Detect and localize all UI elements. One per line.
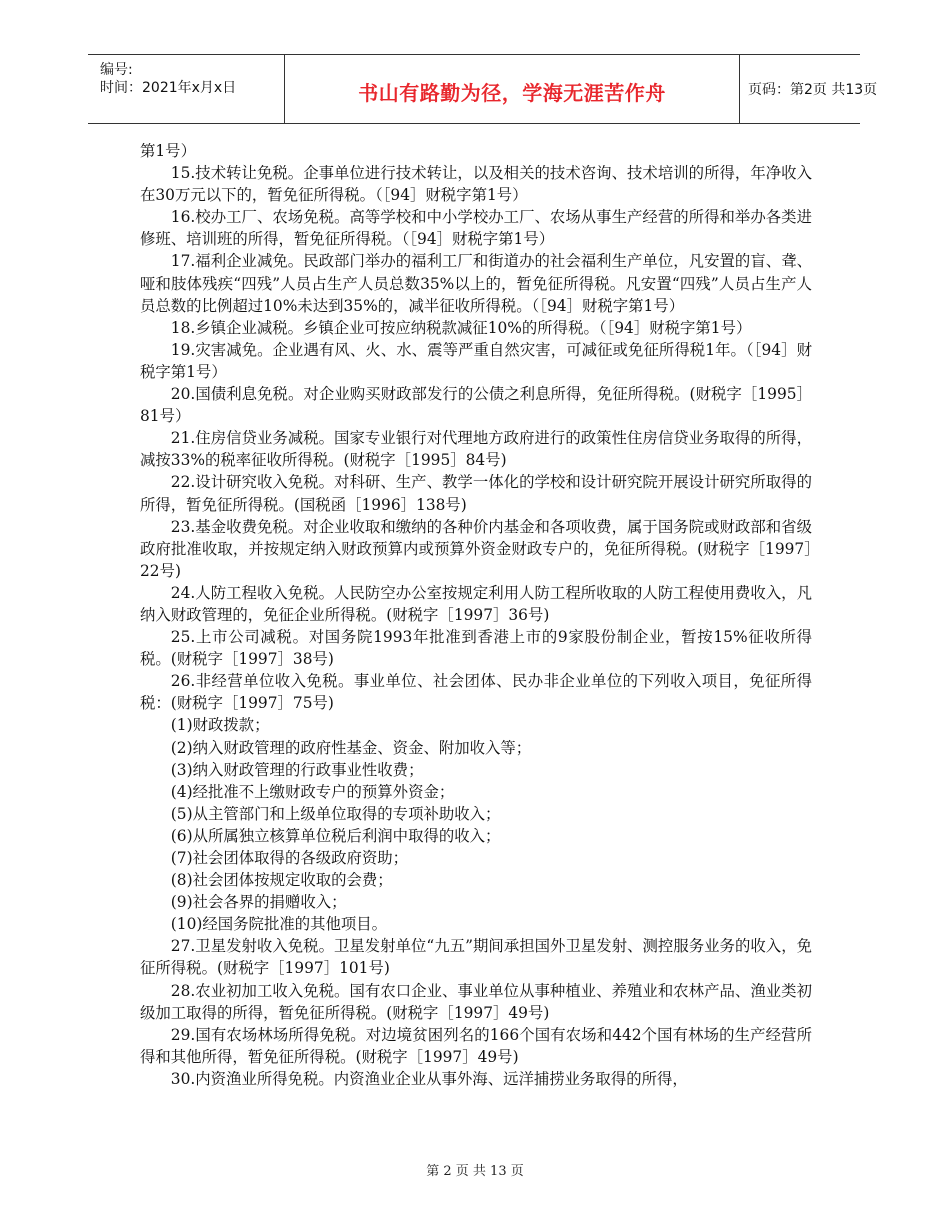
time-label: 时间：2021年x月x日	[100, 80, 237, 96]
list-item: (1)财政拨款；	[170, 716, 270, 735]
paragraph: 23.基金收费免税。对企业收取和缴纳的各种价内基金和各项收费，属于国务院或财政部和省级政府批准收取，并按规定纳入财政预算内或预算外资金财政专户的，免征所得税。(财税字［1997］22号)	[140, 517, 812, 580]
list-item: (7)社会团体取得的各级政府资助；	[170, 849, 409, 867]
paragraph-group-2	[140, 935, 812, 1090]
list-item: (5)从主管部门和上级单位取得的专项补助收入；	[170, 804, 501, 823]
list-item: (4)经批准不上缴财政专户的预算外资金；	[170, 782, 455, 801]
paragraph: 21.住房信贷业务减税。国家专业银行对代理地方政府进行的政策性住房信贷业务取得的所得，减按33%的税率征收所得税。(财税字［1995］84号)	[140, 429, 812, 470]
paragraph: 18.乡镇企业减税。乡镇企业可按应纳税款减征10%的所得税。（［94］财税字第1号）	[170, 318, 752, 337]
paragraph: 20.国债利息免税。对企业购买财政部发行的公债之利息所得，免征所得税。(财税字［1995］81号）	[140, 385, 812, 426]
list-item: (8)社会团体按规定收取的会费；	[170, 871, 393, 890]
paragraph: 25.上市公司减税。对国务院1993年批准到香港上市的9家股份制企业，暂按15%征收所得税。(财税字［1997］38号)	[140, 628, 812, 669]
list-item: (9)社会各界的捐赠收入；	[170, 893, 347, 912]
paragraph: 24.人防工程收入免税。人民防空办公室按规定利用人防工程所收取的人防工程使用费收入，凡纳入财政管理的，免征企业所得税。(财税字［1997］36号)	[140, 583, 812, 624]
document-body	[140, 140, 812, 1090]
paragraph: 17.福利企业减免。民政部门举办的福利工厂和街道办的社会福利生产单位，凡安置的盲、聋、哑和肢体残疾“四残”人员占生产人员总数35%以上的，暂免征所得税。凡安置“四残”人员占生产人员总数的比例超过10%未达到35%的，减半征收所得税。（［94］财税字第1号）	[140, 252, 812, 315]
paragraph: 15.技术转让免税。企事单位进行技术转让，以及相关的技术咨询、技术培训的所得，年净收入在30万元以下的，暂免征所得税。（［94］财税字第1号）	[140, 164, 812, 205]
paragraph: 22.设计研究收入免税。对科研、生产、教学一体化的学校和设计研究院开展设计研究所取得的所得，暂免征所得税。(国税函［1996］138号)	[140, 473, 812, 514]
paragraph: 28.农业初加工收入免税。国有农口企业、事业单位从事种植业、养殖业和农林产品、渔业类初级加工取得的所得，暂免征所得税。(财税字［1997］49号)	[140, 981, 812, 1022]
continued-line: 第1号）	[140, 142, 196, 160]
paragraph-group-1	[140, 162, 812, 714]
list-item: (10)经国务院批准的其他项目。	[170, 915, 388, 934]
paragraph: 16.校办工厂、农场免税。高等学校和中小学校办工厂、农场从事生产经营的所得和举办各类进修班、培训班的所得，暂免征所得税。（［94］财税字第1号）	[140, 208, 812, 249]
motto-cell	[284, 55, 740, 123]
motto-text: 书山有路勤为径，学海无涯苦作舟	[358, 81, 666, 105]
list-item: (6)从所属独立核算单位税后利润中取得的收入；	[170, 826, 501, 845]
paragraph: 27.卫星发射收入免税。卫星发射单位“九五”期间承担国外卫星发射、测控服务业务的收入，免征所得税。(财税字［1997］101号)	[140, 937, 812, 978]
paragraph: 29.国有农场林场所得免税。对边境贫困列名的166个国有农场和442个国有林场的生产经营所得和其他所得，暂免征所得税。(财税字［1997］49号)	[140, 1025, 812, 1066]
number-label: 编号:	[100, 62, 133, 78]
paragraph: 30.内资渔业所得免税。内资渔业企业从事外海、远洋捕捞业务取得的所得，	[170, 1069, 688, 1088]
page-info: 页码：第2页 共13页	[748, 82, 878, 98]
paragraph: 19.灾害减免。企业遇有风、火、水、震等严重自然灾害，可减征或免征所得税1年。（［94］财税字第1号）	[140, 340, 812, 381]
page-header	[88, 54, 878, 124]
income-list	[140, 714, 812, 935]
header-meta	[100, 61, 236, 97]
list-item: (2)纳入财政管理的政府性基金、资金、附加收入等；	[170, 738, 532, 757]
page-footer: 第 2 页 共 13 页	[426, 1164, 524, 1179]
list-item: (3)纳入财政管理的行政事业性收费；	[170, 760, 424, 779]
paragraph: 26.非经营单位收入免税。事业单位、社会团体、民办非企业单位的下列收入项目，免征所得税：(财税字［1997］75号)	[140, 672, 812, 713]
